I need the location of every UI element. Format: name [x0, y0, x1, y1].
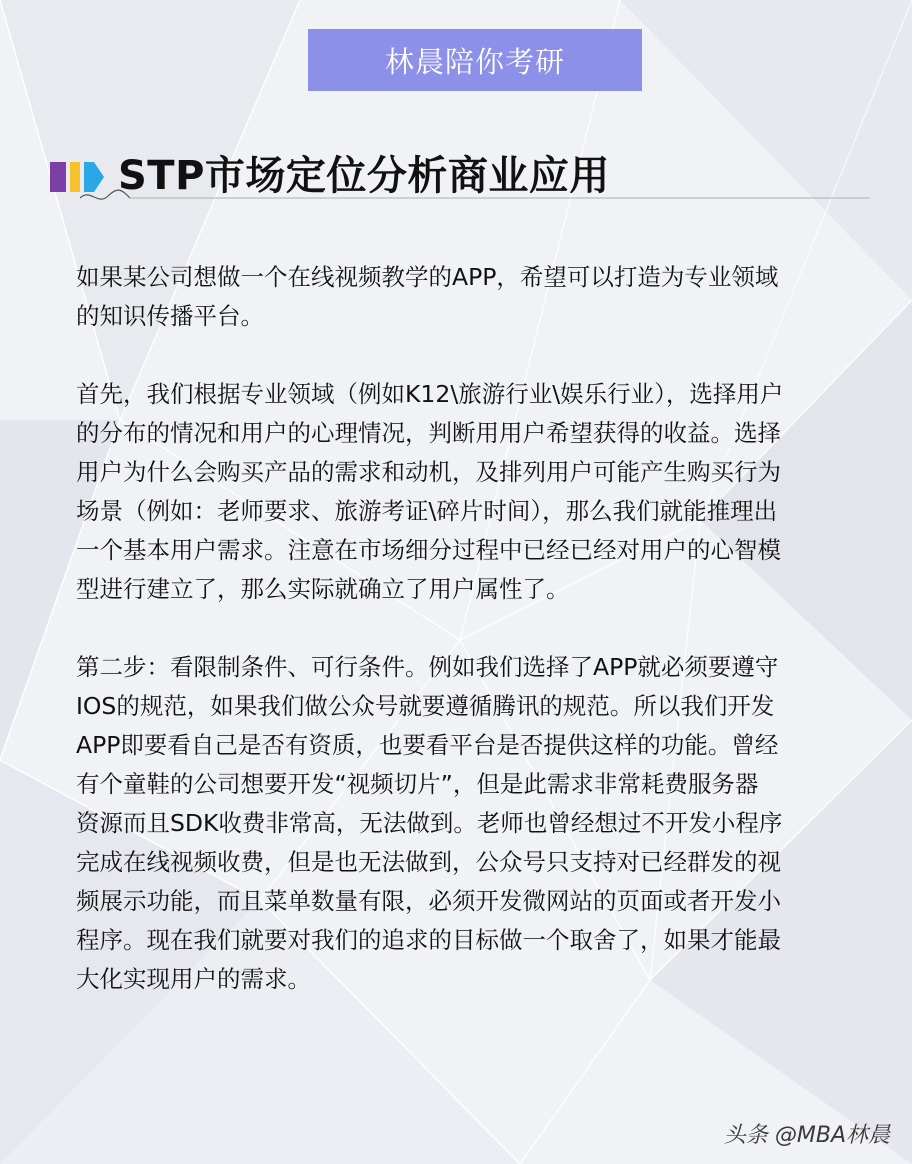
- colored-bars-arrow-icon: [50, 162, 104, 194]
- watermark: 头条 @MBA林晨: [723, 1123, 890, 1148]
- page-title: STP市场定位分析商业应用: [118, 153, 610, 199]
- paragraph-step-one: 首先，我们根据专业领域（例如K12\旅游行业\娱乐行业），选择用户 的分布的情况和用户的心理情况，判断用用户希望获得的收益。选择 用户为什么会购买产品的需求和动机，及排列用户可能产生购买行为 场景（例如：老师要求、旅游考证\碎片时间），那么我们就能推理出 一个基本用户需求。注意在市场细分过程中已经已经对用户的心智模 型进行建立了，那么实际就确立了用户属性了。: [76, 380, 784, 603]
- header-banner: [308, 29, 642, 91]
- paragraph-step-two: 第二步：看限制条件、可行条件。例如我们选择了APP就必须要遵守 IOS的规范，如果我们做公众号就要遵循腾讯的规范。所以我们开发 APP即要看自己是否有资质，也要看平台是否提供这样的功能。曾经 有个童鞋的公司想要开发“视频切片”，但是此需求非常耗费服务器 资源而且SDK收费非常高，无法做到。老师也曾经想过不开发小程序 完成在线视频收费，但是也无法做到，公众号只支持对已经群发的视 频展示功能，而且菜单数量有限，必须开发微网站的页面或者开发小 程序。现在我们就要对我们的追求的目标做一个取舍了，如果才能最 大化实现用户的需求。: [76, 653, 783, 993]
- section-title-row: [50, 140, 870, 208]
- article-body: [76, 258, 836, 999]
- banner-text: 林晨陪你考研: [384, 44, 565, 79]
- paragraph-intro: 如果某公司想做一个在线视频教学的APP，希望可以打造为专业领域 的知识传播平台。: [76, 263, 779, 330]
